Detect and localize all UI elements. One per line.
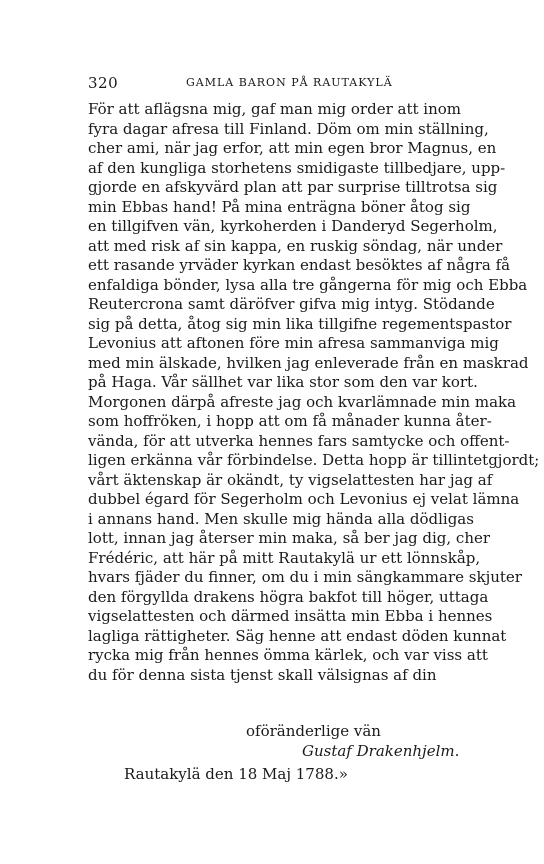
text-line: dubbel égard för Segerholm och Levonius ej velat lämna xyxy=(88,490,520,508)
text-line: fyra dagar afresa till Finland. Döm om min ställning, xyxy=(88,119,489,138)
text-line: enfaldiga bönder, lysa alla tre gångerna för mig och Ebba xyxy=(88,275,528,294)
letter-dateline: Rautakylä den 18 Maj 1788.» xyxy=(124,765,348,783)
text-line: För att aflägsna mig, gaf man mig order att inom xyxy=(88,100,461,118)
text-line: af den kungliga storhetens smidigaste tillbedjare, upp- xyxy=(88,158,506,177)
text-line: Reutercrona samt däröfver gifva mig intyg. Stödande xyxy=(88,295,495,313)
text-line: hvars fjäder du finner, om du i min sängkammare skjuter xyxy=(88,568,522,586)
text-line: sig på detta, åtog sig min lika tillgifne regementspastor xyxy=(88,314,512,333)
text-line: på Haga. Vår sällhet var lika stor som den var kort. xyxy=(88,373,478,391)
letter-body xyxy=(88,100,540,685)
text-line: ett rasande yrväder kyrkan endast besöktes af några få xyxy=(88,256,511,274)
text-line: gjorde en afskyvärd plan att par surprise tilltrotsa sig xyxy=(88,178,498,196)
text-line: ligen erkänna vår förbindelse. Detta hopp är tillintetgjordt; xyxy=(88,451,540,469)
page-header xyxy=(88,74,468,94)
text-line: vända, för att utverka hennes fars samtycke och offent- xyxy=(88,431,510,450)
text-line: rycka mig från hennes ömma kärlek, och var viss att xyxy=(88,646,488,664)
text-line: Frédéric, att här på mitt Rautakylä ur ett lönnskåp, xyxy=(88,548,481,567)
text-line: du för denna sista tjenst skall välsignas af din xyxy=(88,665,437,684)
text-line: min Ebbas hand! På mina enträgna böner åtog sig xyxy=(88,197,471,216)
letter-closing: oföränderlige vän xyxy=(246,722,381,740)
text-line: Levonius att aftonen före min afresa sammanviga mig xyxy=(88,334,499,352)
letter-signature: Gustaf Drakenhjelm. xyxy=(302,742,460,760)
text-line: en tillgifven vän, kyrkoherden i Danderyd Segerholm, xyxy=(88,217,498,235)
text-line: med min älskade, hvilken jag enleverade från en maskrad xyxy=(88,353,529,372)
text-line: lott, innan jag återser min maka, så ber jag dig, cher xyxy=(88,529,491,547)
text-line: som hoffröken, i hopp att om få månader kunna åter- xyxy=(88,412,492,430)
running-title: GAMLA BARON PÅ RAUTAKYLÄ xyxy=(186,76,393,89)
text-line: vårt äktenskap är okändt, ty vigselattesten har jag af xyxy=(88,470,493,489)
text-line: i annans hand. Men skulle mig hända alla dödligas xyxy=(88,509,474,528)
text-line: Morgonen därpå afreste jag och kvarlämnade min maka xyxy=(88,392,517,411)
text-line: lagliga rättigheter. Säg henne att endast döden kunnat xyxy=(88,626,507,645)
text-line: att med risk af sin kappa, en ruskig söndag, när under xyxy=(88,236,503,255)
text-line: vigselattesten och därmed insätta min Ebba i hennes xyxy=(88,607,493,625)
page-number: 320 xyxy=(88,74,119,92)
text-line: cher ami, när jag erfor, att min egen bror Magnus, en xyxy=(88,139,497,157)
text-line: den förgyllda drakens högra bakfot till höger, uttaga xyxy=(88,587,489,606)
